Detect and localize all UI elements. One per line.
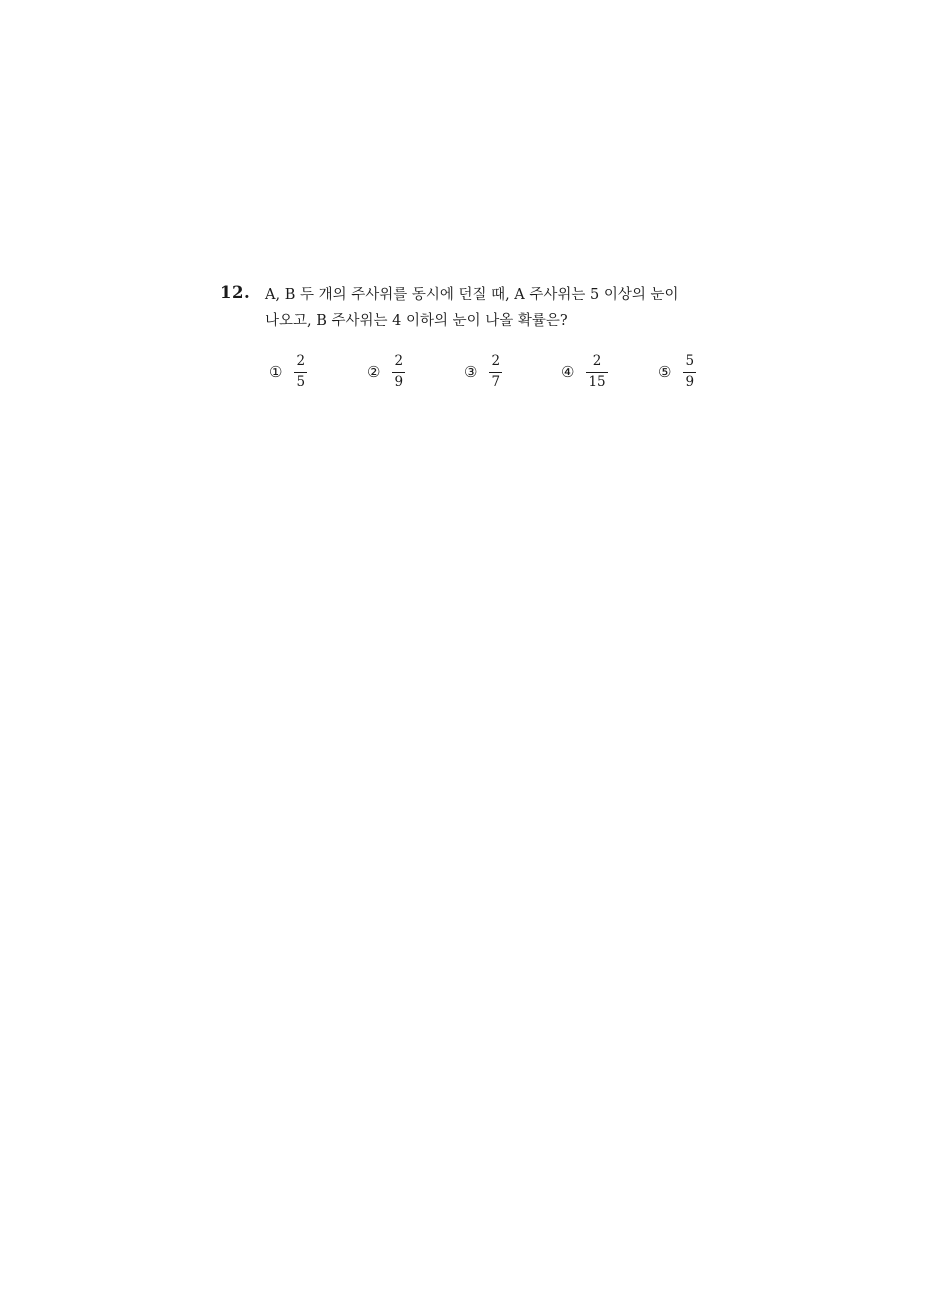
choice-2-fraction [392, 355, 405, 389]
choice-5-mark: ⑤ [658, 362, 672, 381]
choice-4-fraction [586, 355, 607, 389]
choice-3-denominator: 7 [491, 373, 501, 390]
choice-1[interactable] [269, 352, 307, 392]
choice-4-numerator: 2 [592, 353, 602, 369]
choice-4-mark: ④ [561, 362, 575, 381]
choice-1-denominator: 5 [296, 373, 306, 390]
choice-5-denominator: 9 [685, 373, 695, 390]
choice-5-numerator: 5 [685, 353, 695, 369]
choice-3-mark: ③ [464, 362, 478, 381]
choice-2-numerator: 2 [394, 353, 404, 369]
question-line-1: A, B 두 개의 주사위를 동시에 던질 때, A 주사위는 5 이상의 눈이 [265, 287, 679, 303]
choice-1-mark: ① [269, 362, 283, 381]
choice-3-fraction [489, 355, 502, 389]
choice-2-mark: ② [367, 362, 381, 381]
question-line-2: 나오고, B 주사위는 4 이하의 눈이 나올 확률은? [265, 313, 568, 329]
choice-4[interactable] [561, 352, 608, 392]
choice-5-fraction [683, 355, 696, 389]
question-text [265, 282, 735, 334]
answer-choices [269, 352, 729, 392]
choice-4-denominator: 15 [588, 373, 606, 390]
choice-3-numerator: 2 [491, 353, 501, 369]
choice-1-fraction [294, 355, 307, 389]
choice-5[interactable] [658, 352, 696, 392]
question-number: 12. [220, 283, 251, 302]
choice-1-numerator: 2 [296, 353, 306, 369]
choice-2[interactable] [367, 352, 405, 392]
choice-3[interactable] [464, 352, 502, 392]
choice-2-denominator: 9 [394, 373, 404, 390]
